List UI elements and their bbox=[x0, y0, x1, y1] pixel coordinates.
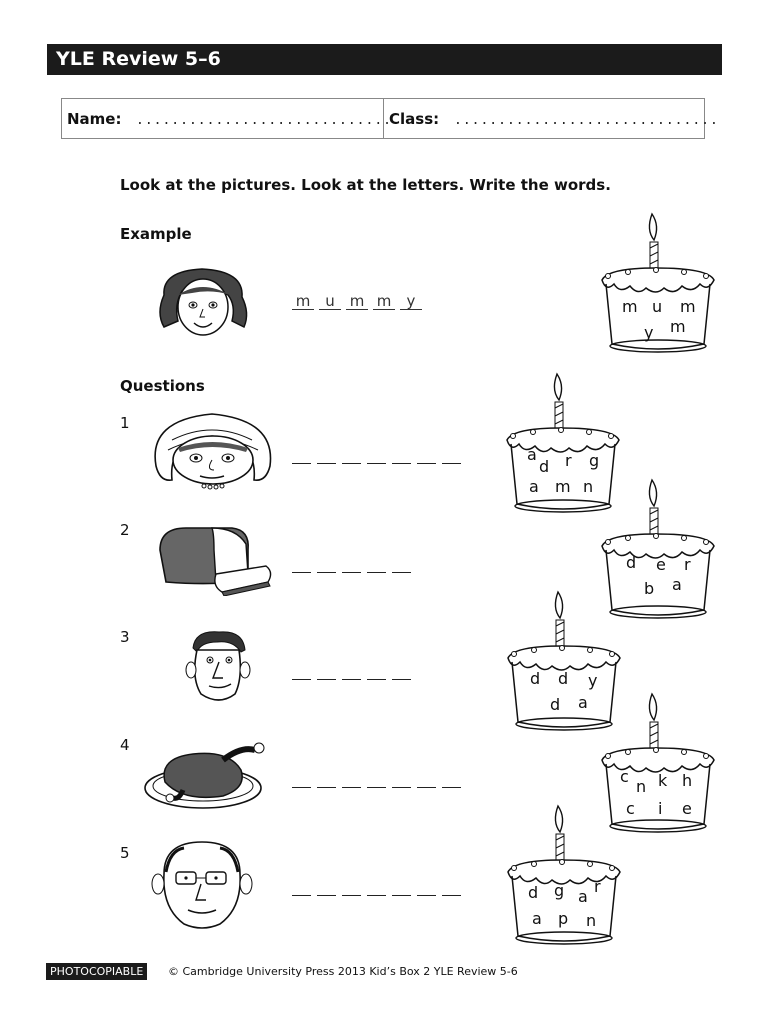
cake-letter: n bbox=[583, 477, 594, 496]
man-face-picture bbox=[183, 628, 253, 706]
cake-letter: n bbox=[586, 911, 597, 930]
cake-letter: i bbox=[658, 799, 663, 818]
cake-letter: a bbox=[672, 575, 682, 594]
cake-letter: m bbox=[670, 317, 686, 336]
cake-letter: m bbox=[555, 477, 571, 496]
photocopiable-badge: PHOTOCOPIABLE bbox=[46, 963, 147, 980]
name-label: Name: bbox=[67, 110, 122, 128]
example-letter: m bbox=[292, 293, 314, 310]
copyright-text: © Cambridge University Press 2013 Kid’s Box 2 YLE Review 5-6 bbox=[168, 965, 518, 978]
cake-letter: e bbox=[682, 799, 692, 818]
cake-letter: y bbox=[588, 671, 598, 690]
answer-blanks-2[interactable] bbox=[292, 571, 411, 573]
question-5-letter-cake bbox=[502, 800, 626, 950]
bread-loaf-picture bbox=[156, 524, 276, 596]
grandmother-face-picture bbox=[148, 410, 278, 490]
name-field[interactable]: .............................. bbox=[136, 113, 401, 128]
example-letter: y bbox=[400, 293, 422, 310]
cake-letter: p bbox=[558, 909, 569, 928]
example-letter: m bbox=[373, 293, 395, 310]
grandfather-face-picture bbox=[150, 838, 254, 932]
cake-letter: d bbox=[626, 553, 637, 572]
cake-letter: r bbox=[565, 451, 572, 470]
example-answer bbox=[292, 293, 422, 310]
cake-letter: c bbox=[620, 767, 629, 786]
page-title: YLE Review 5–6 bbox=[47, 44, 722, 75]
cake-letter: b bbox=[644, 579, 655, 598]
cake-letter: c bbox=[626, 799, 635, 818]
example-letter: m bbox=[346, 293, 368, 310]
questions-heading: Questions bbox=[120, 377, 205, 395]
cake-letter: k bbox=[658, 771, 668, 790]
class-field[interactable]: .............................. bbox=[454, 113, 719, 128]
cake-letter: m bbox=[680, 297, 696, 316]
cake-letter: u bbox=[652, 297, 663, 316]
cake-letter: g bbox=[589, 451, 600, 470]
cake-letter: a bbox=[578, 693, 588, 712]
cake-letter: a bbox=[527, 445, 537, 464]
question-number: 5 bbox=[120, 844, 130, 862]
cake-letter: a bbox=[532, 909, 542, 928]
roast-chicken-picture bbox=[143, 738, 271, 812]
answer-blanks-1[interactable] bbox=[292, 462, 461, 464]
cake-letter: a bbox=[529, 477, 539, 496]
question-number: 4 bbox=[120, 736, 130, 754]
question-number: 3 bbox=[120, 628, 130, 646]
cake-letter: d bbox=[550, 695, 561, 714]
cake-letter: d bbox=[539, 457, 550, 476]
cake-letter: e bbox=[656, 555, 666, 574]
woman-face-picture bbox=[152, 265, 256, 341]
example-letter: u bbox=[319, 293, 341, 310]
cake-letter: d bbox=[530, 669, 541, 688]
class-label: Class: bbox=[389, 110, 440, 128]
answer-blanks-4[interactable] bbox=[292, 786, 461, 788]
example-heading: Example bbox=[120, 225, 192, 243]
question-number: 2 bbox=[120, 521, 130, 539]
cake-letter: r bbox=[684, 555, 691, 574]
cake-letter: g bbox=[554, 881, 565, 900]
name-class-box bbox=[61, 98, 719, 139]
cake-letter: m bbox=[622, 297, 638, 316]
instructions: Look at the pictures. Look at the letters. Write the words. bbox=[120, 176, 611, 194]
cake-letter: h bbox=[682, 771, 693, 790]
cake-letter: d bbox=[528, 883, 539, 902]
question-number: 1 bbox=[120, 414, 130, 432]
cake-letter: a bbox=[578, 887, 588, 906]
cake-letter: d bbox=[558, 669, 569, 688]
cake-letter: y bbox=[644, 323, 654, 342]
answer-blanks-3[interactable] bbox=[292, 678, 411, 680]
answer-blanks-5[interactable] bbox=[292, 894, 461, 896]
cake-letter: r bbox=[594, 877, 601, 896]
example-letter-cake bbox=[596, 208, 720, 358]
cake-letter: n bbox=[636, 777, 647, 796]
